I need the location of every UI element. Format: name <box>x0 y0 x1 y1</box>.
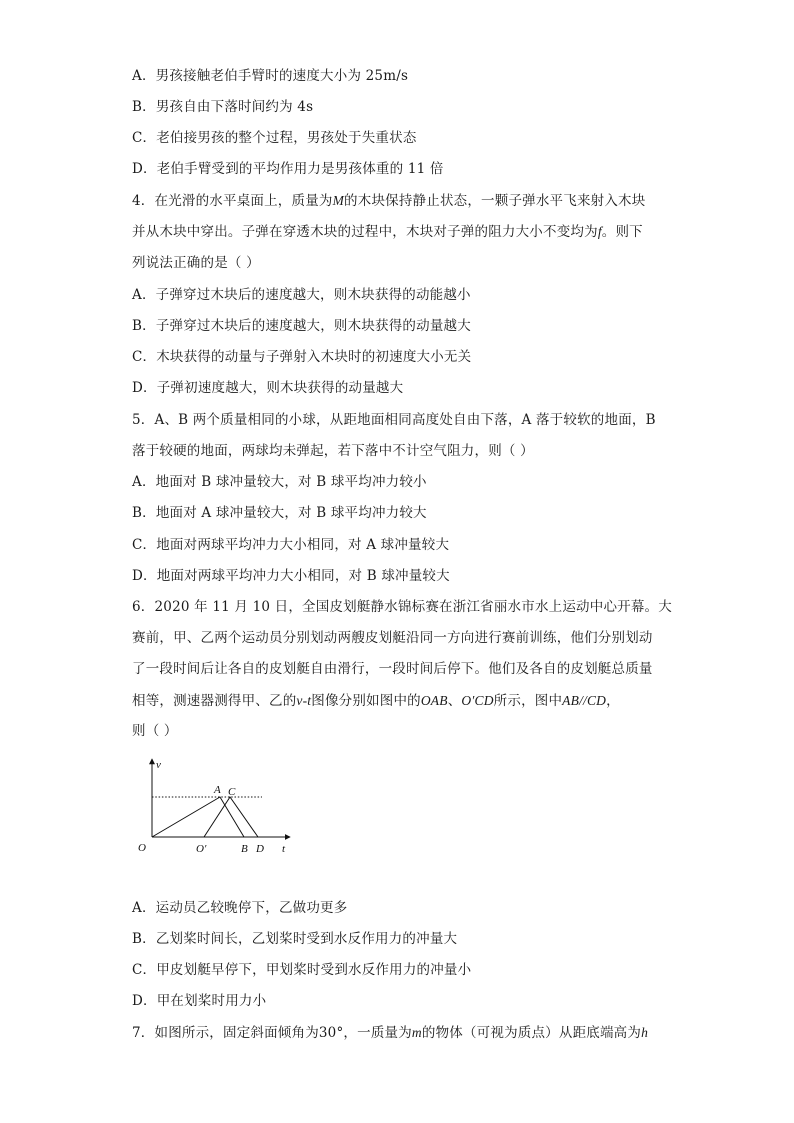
label-d: D <box>256 843 264 855</box>
label-c: C <box>228 786 236 798</box>
q5-option-a: A．地面对 B 球冲量较大，对 B 球平均冲力较小 <box>132 474 427 490</box>
label-b: B <box>241 843 248 855</box>
curve-ocd <box>204 797 258 837</box>
q4-option-a: A．子弹穿过木块后的速度越大，则木块获得的动能越小 <box>132 287 471 303</box>
q6-stem-line-4: 相等，测速器测得甲、乙的v-t图像分别如图中的OAB、O′CD所示，图中AB//CD， <box>132 693 620 709</box>
q4-mass-symbol: M <box>332 193 345 208</box>
q4-option-c: C．木块获得的动量与子弹射入木块时的初速度大小无关 <box>132 349 472 365</box>
q3-option-c: C．老伯接男孩的整个过程，男孩处于失重状态 <box>132 130 417 146</box>
q7-stem-line-1: 7．如图所示，固定斜面倾角为30°，一质量为m的物体（可视为质点）从距底端高为h <box>132 1025 649 1041</box>
q6-stem-line-1: 6．2020 年 11 月 10 日，全国皮划艇静水锦标赛在浙江省丽水市水上运动中心开幕。大 <box>132 599 672 615</box>
q4-stem-line-1: 4．在光滑的水平桌面上，质量为M的木块保持静止状态，一颗子弹水平飞来射入木块 <box>132 193 646 209</box>
q3-option-a: A．男孩接触老伯手臂时的速度大小为 25m/s <box>132 68 409 84</box>
q6-vt-graph <box>134 755 294 860</box>
q5-option-c: C．地面对两球平均冲力大小相同，对 A 球冲量较大 <box>132 537 450 553</box>
q6-stem-line-5: 则（ ） <box>132 723 178 739</box>
label-v: v <box>156 759 161 771</box>
q5-option-b: B．地面对 A 球冲量较大，对 B 球平均冲力较大 <box>132 505 427 521</box>
q3-option-b: B．男孩自由下落时间约为 4s <box>132 99 314 115</box>
q6-option-d: D．甲在划桨时用力小 <box>132 993 267 1009</box>
q3-option-d: D．老伯手臂受到的平均作用力是男孩体重的 11 倍 <box>132 161 444 177</box>
q5-option-d: D．地面对两球平均冲力大小相同，对 B 球冲量较大 <box>132 568 450 584</box>
q6-stem-line-2: 赛前，甲、乙两个运动员分别划动两艘皮划艇沿同一方向进行赛前训练，他们分别划动 <box>132 630 653 646</box>
q4-stem-line-2: 并从木块中穿出。子弹在穿透木块的过程中，木块对子弹的阻力大小不变均为f。则下 <box>132 224 643 240</box>
q4-force-symbol: f <box>597 224 602 239</box>
label-a: A <box>214 784 221 796</box>
curve-oab <box>152 797 244 837</box>
q6-option-b: B．乙划桨时间长，乙划桨时受到水反作用力的冲量大 <box>132 931 458 947</box>
q4-option-d: D．子弹初速度越大，则木块获得的动量越大 <box>132 380 404 396</box>
q4-option-b: B．子弹穿过木块后的速度越大，则木块获得的动量越大 <box>132 318 471 334</box>
q6-option-a: A．运动员乙较晚停下，乙做功更多 <box>132 900 348 916</box>
label-t: t <box>282 843 286 855</box>
q6-option-c: C．甲皮划艇早停下，甲划桨时受到水反作用力的冲量小 <box>132 962 472 978</box>
label-o: O <box>138 842 146 854</box>
q6-stem-line-3: 了一段时间后让各自的皮划艇自由滑行，一段时间后停下。他们及各自的皮划艇总质量 <box>132 661 653 677</box>
q5-stem-line-2: 落于较硬的地面，两球均未弹起，若下落中不计空气阻力，则（ ） <box>132 443 534 459</box>
label-o-prime: O′ <box>196 843 207 855</box>
q5-stem-line-1: 5．A、B 两个质量相同的小球，从距地面相同高度处自由下落，A 落于较软的地面，B <box>132 412 656 428</box>
q4-stem-line-3: 列说法正确的是（ ） <box>132 255 260 271</box>
